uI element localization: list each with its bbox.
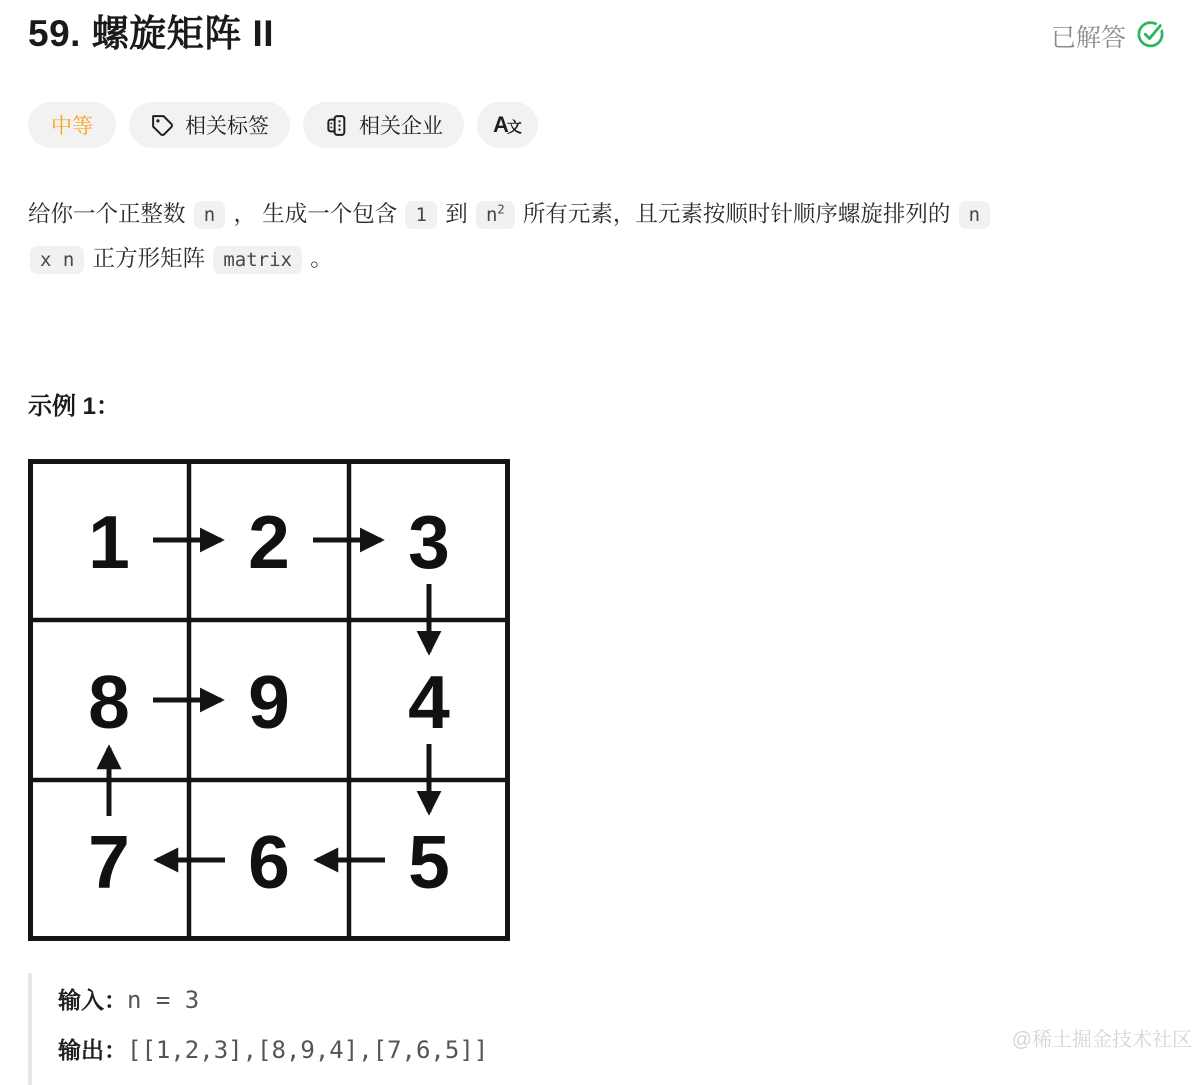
related-companies-button[interactable] (303, 102, 464, 148)
translate-icon: A 文 (493, 112, 522, 137)
solved-label: 已解答 (1050, 24, 1126, 52)
difficulty-badge[interactable]: 中等 (28, 102, 116, 148)
svg-text:8: 8 (88, 660, 130, 745)
svg-text:6: 6 (248, 820, 290, 905)
company-building-icon (324, 113, 349, 138)
header (28, 0, 1172, 58)
solved-status (1051, 18, 1166, 54)
translate-button[interactable] (477, 102, 538, 148)
inline-code: n (959, 201, 990, 229)
svg-text:4: 4 (408, 660, 450, 745)
svg-text:9: 9 (248, 660, 290, 745)
svg-text:1: 1 (88, 500, 130, 585)
svg-text:2: 2 (248, 500, 290, 585)
svg-text:5: 5 (408, 820, 450, 905)
related-tags-label: 相关标签 (185, 115, 269, 138)
inline-code: matrix (213, 246, 302, 274)
input-label: 输入： (58, 987, 127, 1014)
related-tags-button[interactable] (129, 102, 290, 148)
spiral-matrix-figure (28, 459, 510, 941)
inline-code: n (194, 201, 225, 229)
input-value: n = 3 (127, 986, 200, 1015)
example-heading: 示例 1： (28, 393, 121, 421)
tag-icon (150, 113, 175, 138)
related-companies-label: 相关企业 (359, 115, 443, 138)
output-value: [[1,2,3],[8,9,4],[7,6,5]] (127, 1036, 489, 1065)
example-io-block (28, 973, 1172, 1085)
svg-text:3: 3 (408, 500, 450, 585)
watermark: @稀土掘金技术社区 (1011, 1029, 1192, 1051)
inline-code: x n (30, 246, 84, 274)
svg-text:7: 7 (88, 820, 130, 905)
inline-code: $n^2$ (476, 201, 515, 229)
problem-description: 给你一个正整数 n ， 生成一个包含 1 到 $n^2$ 所有元素，且元素按顺时针顺序螺旋排列的 n x n 正方形矩阵 matrix 。 (28, 188, 1172, 282)
inline-code: 1 (405, 201, 436, 229)
spiral-matrix-svg (28, 459, 510, 941)
output-label: 输出： (58, 1037, 127, 1064)
example-output-line (58, 1027, 1172, 1077)
page-title: 59. 螺旋矩阵 II (28, 13, 275, 54)
tags-row (28, 102, 1172, 148)
example-input-line (58, 977, 1172, 1027)
check-circle-icon (1135, 18, 1166, 54)
